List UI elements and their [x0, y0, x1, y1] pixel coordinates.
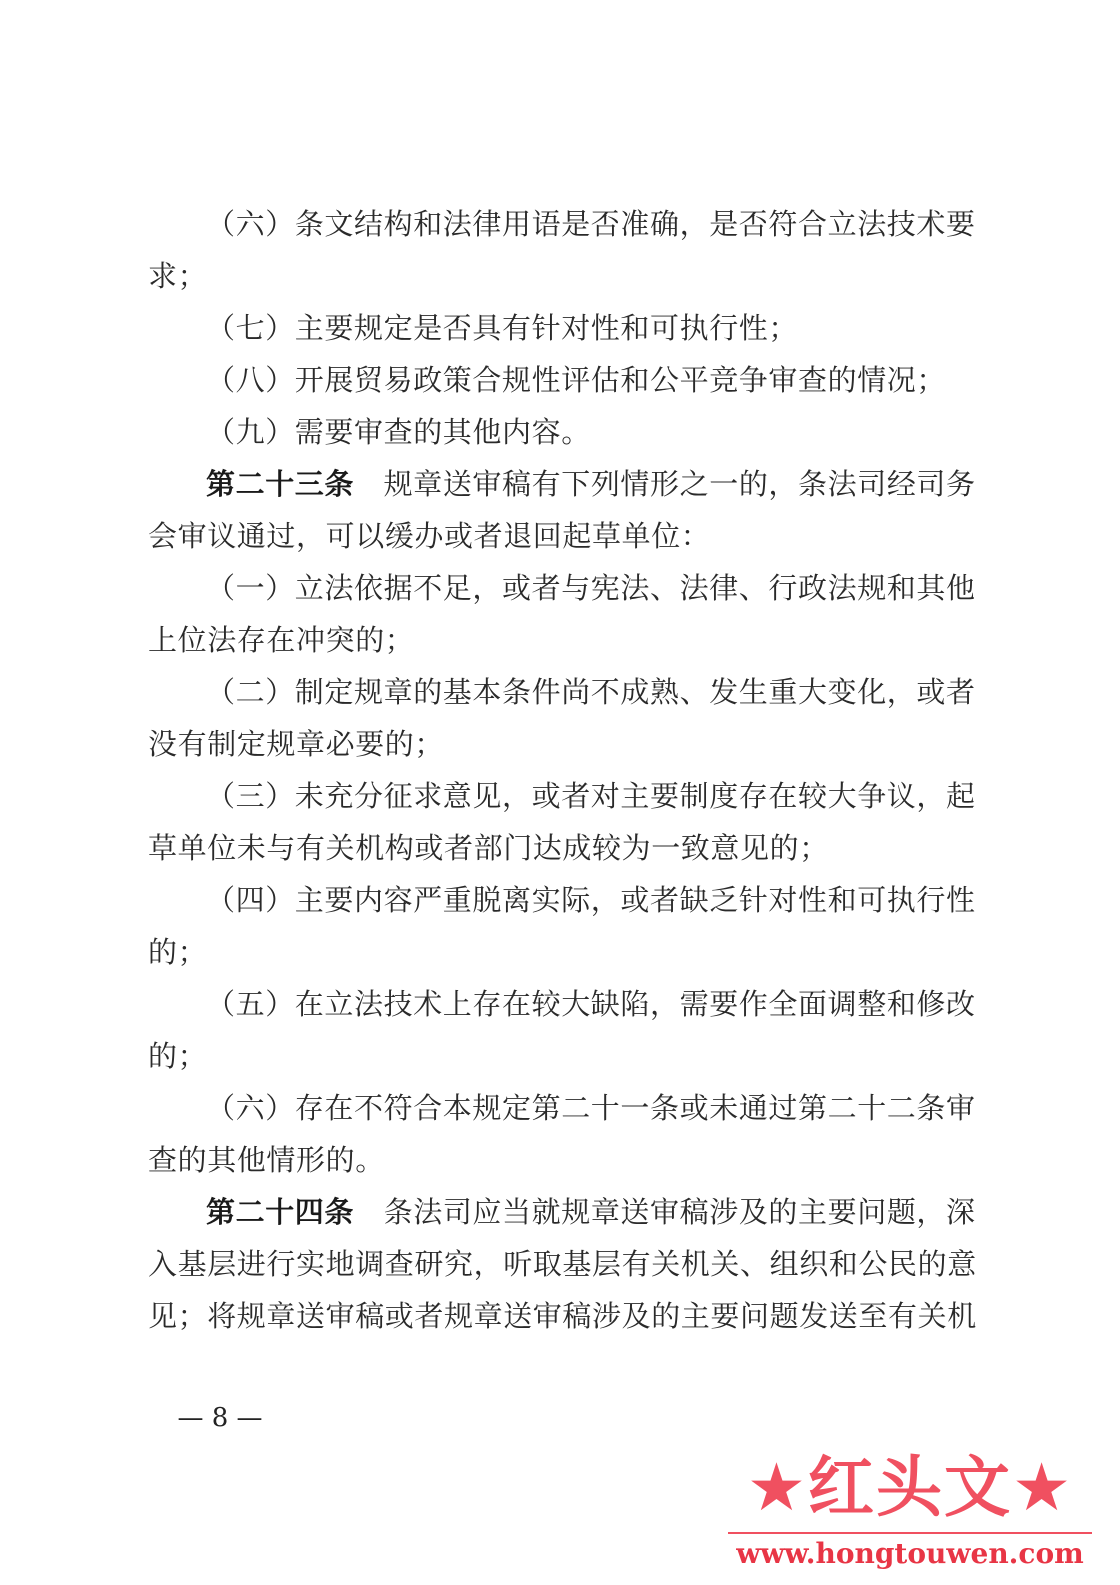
- page-number: — 8 —: [177, 1403, 263, 1433]
- text-line: [148, 256, 968, 296]
- line-text: 的；: [148, 1039, 208, 1073]
- text-line: [206, 568, 976, 608]
- watermark-title: ★红头文★: [746, 1449, 1074, 1526]
- line-text: （七）主要规定是否具有针对性和可执行性；: [206, 311, 799, 345]
- text-line: [148, 1140, 968, 1180]
- line-text: （五）在立法技术上存在较大缺陷，需要作全面调整和修改: [206, 987, 976, 1021]
- text-line: [148, 1296, 977, 1336]
- text-line: [206, 984, 976, 1024]
- line-text: （九）需要审查的其他内容。: [206, 415, 591, 449]
- line-text: 草单位未与有关机构或者部门达成较为一致意见的；: [148, 831, 829, 865]
- line-text: 条法司应当就规章送审稿涉及的主要问题，深: [383, 1195, 976, 1229]
- line-text: 求；: [148, 259, 208, 293]
- article-heading: 第二十四条: [206, 1195, 355, 1229]
- line-text: 见；将规章送审稿或者规章送审稿涉及的主要问题发送至有关机: [148, 1299, 977, 1333]
- line-text: 没有制定规章必要的；: [148, 727, 445, 761]
- text-line: [206, 1192, 976, 1232]
- text-line: [206, 880, 976, 920]
- line-text: 上位法存在冲突的；: [148, 623, 415, 657]
- watermark-divider: [728, 1532, 1092, 1534]
- text-line: [148, 1036, 968, 1076]
- line-text: 的；: [148, 935, 208, 969]
- line-text: （二）制定规章的基本条件尚不成熟、发生重大变化，或者: [206, 675, 976, 709]
- text-line: [206, 360, 968, 400]
- line-text: （八）开展贸易政策合规性评估和公平竞争审查的情况；: [206, 363, 947, 397]
- text-line: [148, 516, 968, 556]
- line-text: （三）未充分征求意见，或者对主要制度存在较大争议，起: [206, 779, 976, 813]
- line-text: 查的其他情形的。: [148, 1143, 385, 1177]
- text-line: [148, 828, 968, 868]
- watermark: [722, 1448, 1098, 1578]
- line-text: （六）条文结构和法律用语是否准确，是否符合立法技术要: [206, 207, 976, 241]
- text-line: [148, 620, 968, 660]
- watermark-url: www.hongtouwen.com: [736, 1537, 1084, 1570]
- text-line: [206, 308, 968, 348]
- text-line: [206, 672, 976, 712]
- line-text: （六）存在不符合本规定第二十一条或未通过第二十二条审: [206, 1091, 976, 1125]
- text-line: [206, 776, 976, 816]
- line-text: 入基层进行实地调查研究，听取基层有关机关、组织和公民的意: [148, 1247, 977, 1281]
- text-line: [148, 932, 968, 972]
- line-text: 会审议通过，可以缓办或者退回起草单位：: [148, 519, 711, 553]
- line-text: （四）主要内容严重脱离实际，或者缺乏针对性和可执行性: [206, 883, 976, 917]
- article-heading: 第二十三条: [206, 467, 355, 501]
- text-line: [148, 724, 968, 764]
- text-line: [148, 1244, 977, 1284]
- line-text: 规章送审稿有下列情形之一的，条法司经司务: [383, 467, 976, 501]
- line-text: （一）立法依据不足，或者与宪法、法律、行政法规和其他: [206, 571, 976, 605]
- text-line: [206, 412, 968, 452]
- text-line: [206, 464, 976, 504]
- text-line: [206, 1088, 976, 1128]
- text-line: [206, 204, 976, 244]
